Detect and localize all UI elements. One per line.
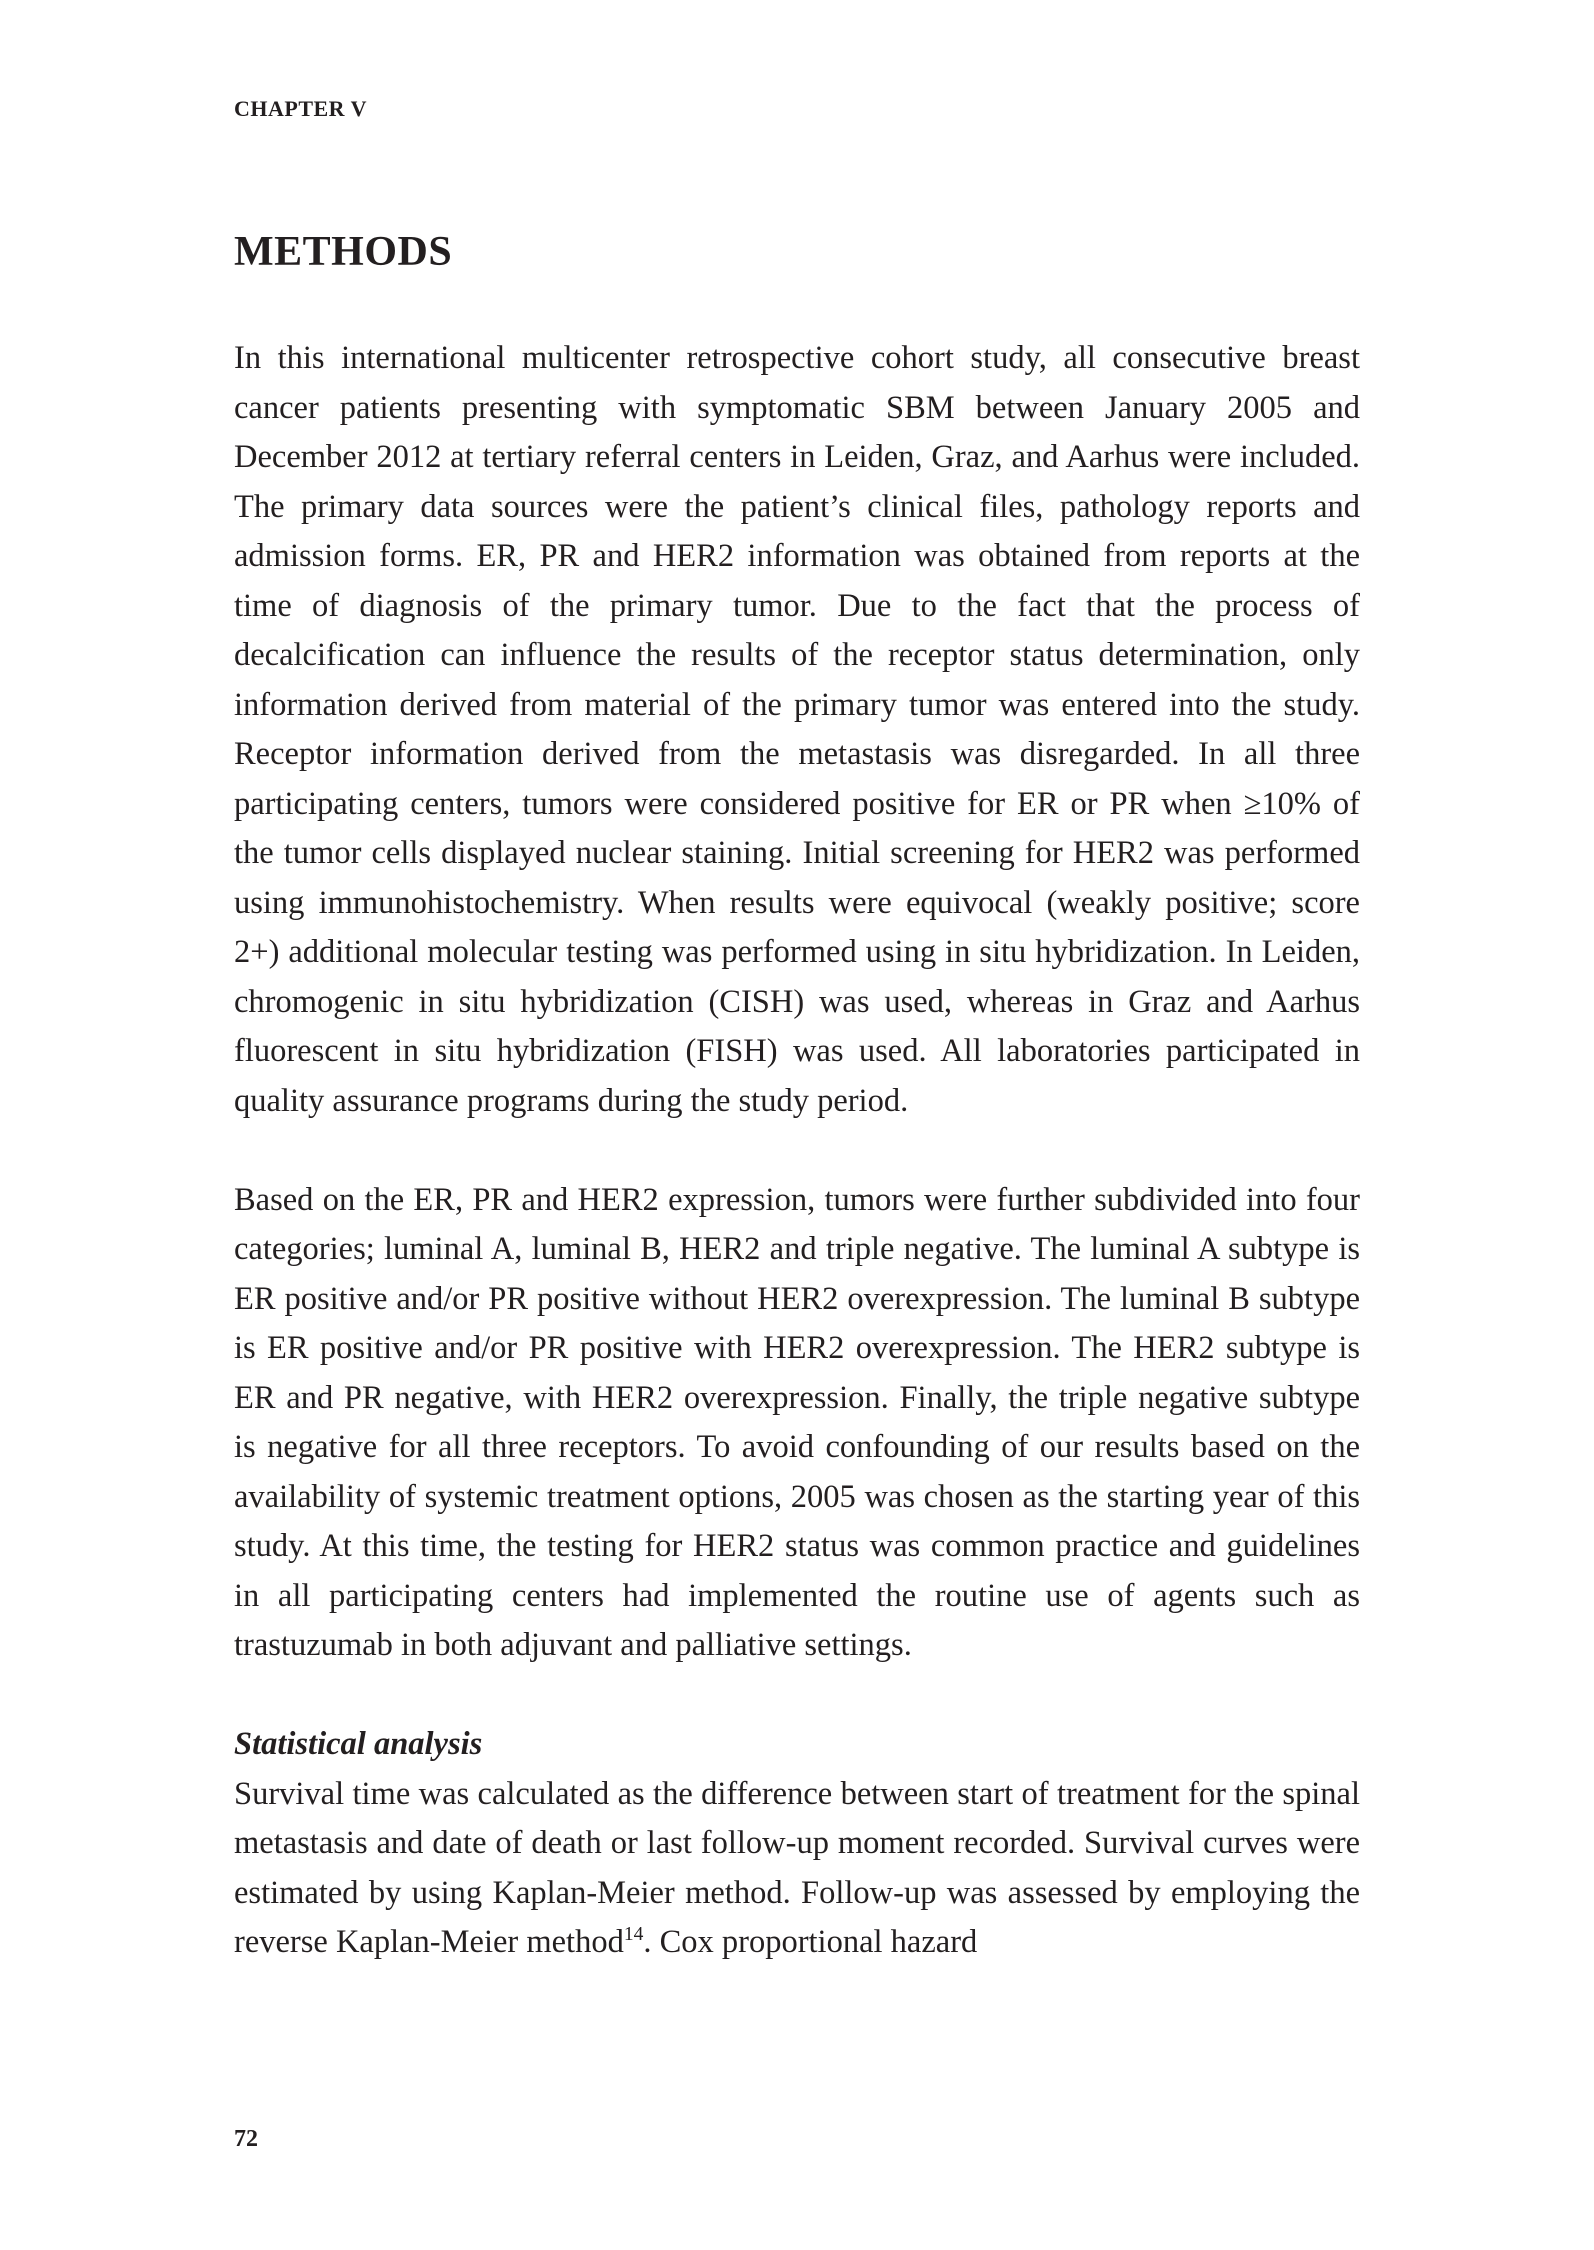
page-number: 72 (234, 2126, 258, 2152)
section-title: METHODS (234, 229, 453, 275)
paragraph-subtypes: Based on the ER, PR and HER2 expression, tumors were further subdivided into four categories; luminal A, luminal B, HER2 and triple negative. The luminal A subtype is ER positive and/or PR positive without HER2 overexpression. The luminal B subtype is ER positive and/or PR positive with HER2 overexpression. The HER2 subtype is ER and PR negative, with HER2 overexpression. Finally, the triple negative subtype is negative for all three receptors. To avoid confounding of our results based on the availability of systemic treatment options, 2005 was chosen as the starting year of this study. At this time, the testing for HER2 status was common practice and guidelines in all participating centers had implemented the routine use of agents such as trastuzumab in both adjuvant and palliative settings. (234, 1181, 1360, 1663)
body-text (234, 334, 1360, 1968)
subheading-statistical-analysis: Statistical analysis (234, 1726, 483, 1762)
running-head: CHAPTER V (234, 96, 368, 121)
paragraph-statistical-analysis (234, 1770, 1360, 1968)
statistics-text-end: . Cox proportional hazard (643, 1924, 978, 1960)
citation-reference: 14 (623, 1924, 644, 1946)
statistics-text-start: Survival time was calculated as the difference between start of treatment for the spinal metastasis and date of death or last follow-up moment recorded. Survival curves were estimated by using Kaplan-Meier method. Follow-up was assessed by employing the reverse Kaplan-Meier method (234, 1775, 1360, 1960)
paragraph-data-sources: In this international multicenter retrospective cohort study, all consecutive breast cancer patients presenting with symptomatic SBM between January 2005 and December 2012 at tertiary referral centers in Leiden, Graz, and Aarhus were included. The primary data sources were the patient’s clinical files, pathology reports and admission forms. ER, PR and HER2 information was obtained from reports at the time of diagnosis of the primary tumor. Due to the fact that the process of decalcification can influence the results of the receptor status determination, only information derived from material of the primary tumor was entered into the study. Receptor information derived from the metastasis was disregarded. In all three participating centers, tumors were considered positive for ER or PR when ≥10% of the tumor cells displayed nuclear staining. Initial screening for HER2 was performed using immunohistochemistry. When results were equivocal (weakly positive; score 2+) additional molecular testing was performed using in situ hybridization. In Leiden, chromogenic in situ hybridization (CISH) was used, whereas in Graz and Aarhus fluorescent in situ hybridization (FISH) was used. All laboratories participated in quality assurance programs during the study period. (234, 340, 1360, 1119)
